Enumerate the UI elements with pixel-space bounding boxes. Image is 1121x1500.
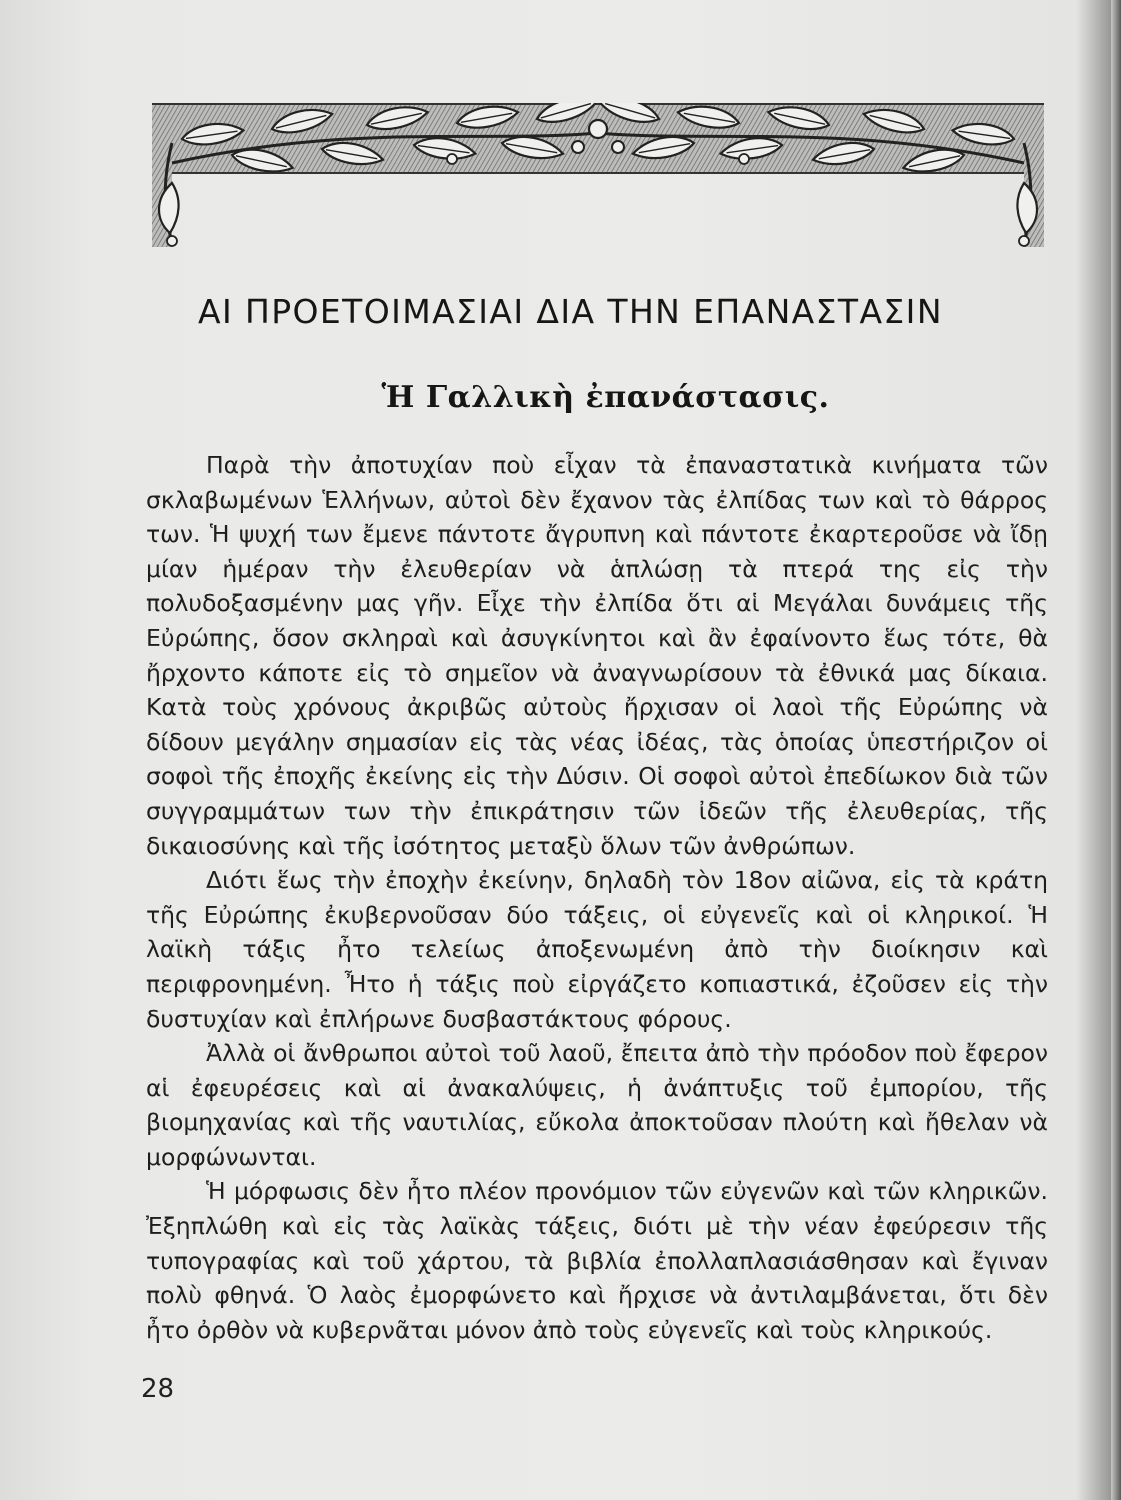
paragraph: Ἀλλὰ οἱ ἄνθρωποι αὐτοὶ τοῦ λαοῦ, ἔπειτα ἀπὸ τὴν πρόοδον ποὺ ἔφερον αἱ ἐφευρέσεις καὶ αἱ ἀνακαλύψεις, ἡ ἀνάπτυξις τοῦ ἐμπορίου, τῆς βιομηχανίας καὶ τῆς ναυτιλίας, εὔκολα ἀποκτοῦσαν πλούτη καὶ ἤθελαν νὰ μορφώνωνται. bbox=[146, 1039, 1048, 1171]
page-edge-shadow bbox=[1111, 0, 1121, 1500]
section-subtitle: Ἡ Γαλλικὴ ἐπανάστασις. bbox=[381, 380, 830, 415]
paragraph: Διότι ἕως τὴν ἐποχὴν ἐκείνην, δηλαδὴ τὸν 18ον αἰῶνα, εἰς τὰ κράτη τῆς Εὐρώπης ἐκυβερνοῦσαν δύο τάξεις, οἱ εὐγενεῖς καὶ οἱ κληρικοί. Ἡ λαϊκὴ τάξις ἦτο τελείως ἀποξενωμένη ἀπὸ τὴν διοίκησιν καὶ περιφρονημένη. Ἦτο ἡ τάξις ποὺ εἰργάζετο κοπιαστικά, ἐζοῦσεν εἰς τὴν δυστυχίαν καὶ ἐπλήρωνε δυσβαστάκτους φόρους. bbox=[146, 866, 1048, 1033]
paragraph: Παρὰ τὴν ἀποτυχίαν ποὺ εἶχαν τὰ ἐπαναστατικὰ κινήματα τῶν σκλαβωμένων Ἑλλήνων, αὐτοὶ δὲν ἔχανον τὰς ἐλπίδας των καὶ τὸ θάρρος των. Ἡ ψυχή των ἔμενε πάντοτε ἄγρυπνη καὶ πάντοτε ἐκαρτεροῦσε νὰ ἴδῃ μίαν ἡμέραν τὴν ἐλευθερίαν νὰ ἁπλώσῃ τὰ πτερά της εἰς τὴν πολυδοξασμένην μας γῆν. Εἶχε τὴν ἐλπίδα ὅτι αἱ Μεγάλαι δυνάμεις τῆς Εὐρώπης, ὅσον σκληραὶ καὶ ἀσυγκίνητοι καὶ ἂν ἐφαίνοντο ἕως τότε, θὰ ἤρχοντο κάποτε εἰς τὸ σημεῖον νὰ ἀναγνωρίσουν τὰ ἐθνικά μας δίκαια. Κατὰ τοὺς χρόνους ἀκριβῶς αὐτοὺς ἤρχισαν οἱ λαοὶ τῆς Εὐρώπης νὰ δίδουν μεγάλην σημασίαν εἰς τὰς νέας ἰδέας, τὰς ὁποίας ὑπεστήριζον οἱ σοφοὶ τῆς ἐποχῆς ἐκείνης εἰς τὴν Δύσιν. Οἱ σοφοὶ αὐτοὶ ἐπεδίωκον διὰ τῶν συγγραμμάτων των τὴν ἐπικράτησιν τῶν ἰδεῶν τῆς ἐλευθερίας, τῆς δικαιοσύνης καὶ τῆς ἰσότητος μεταξὺ ὅλων τῶν ἀνθρώπων. bbox=[146, 451, 1048, 860]
chapter-title: ΑΙ ΠΡΟΕΤΟΙΜΑΣΙΑΙ ΔΙΑ ΤΗΝ ΕΠΑΝΑΣΤΑΣΙΝ bbox=[198, 292, 943, 331]
paragraph: Ἡ μόρφωσις δὲν ἦτο πλέον προνόμιον τῶν εὐγενῶν καὶ τῶν κληρικῶν. Ἐξηπλώθη καὶ εἰς τὰς λαϊκὰς τάξεις, διότι μὲ τὴν νέαν ἐφεύρεσιν τῆς τυπογραφίας καὶ τοῦ χάρτου, τὰ βιβλία ἐπολλαπλασιάσθησαν καὶ ἔγιναν πολὺ φθηνά. Ὁ λαὸς ἐμορφώνετο καὶ ἤρχισε νὰ ἀντιλαμβάνεται, ὅτι δὲν ἦτο ὀρθὸν νὰ κυβερνᾶται μόνον ἀπὸ τοὺς εὐγενεῖς καὶ τοὺς κληρικούς. bbox=[146, 1177, 1048, 1344]
page-number: 28 bbox=[141, 1374, 175, 1404]
laurel-branch-icon bbox=[152, 103, 1044, 247]
body-text bbox=[146, 448, 1048, 1347]
